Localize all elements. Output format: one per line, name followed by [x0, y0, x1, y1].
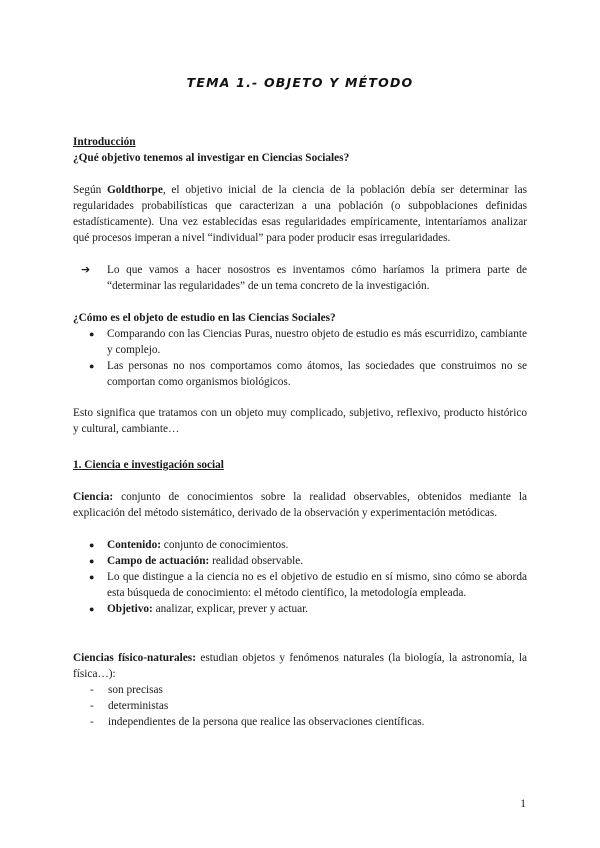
bullet-icon: ● [89, 540, 95, 550]
intro-text-pre: Según [73, 184, 107, 196]
intro-section [73, 134, 527, 166]
page-number: 1 [520, 798, 526, 810]
section1-heading: 1. Ciencia e investigación social [73, 459, 224, 471]
arrow-note-text: Lo que vamos a hacer nosostros es inventamos cómo haríamos la primera parte de “determinar las regularidades” de un tema concreto de la investigación. [107, 264, 527, 292]
intro-text-post: , el objetivo inicial de la ciencia de la población debía ser determinar las regularidades probabilísticas que caracterizan a una población (o subpoblaciones definidas estadísticamente). Una vez establecidas esas regularidades empíricamente, intentaríamos analizar qué procesos imperan a nivel “individual” para poder producir esas irregularidades. [73, 184, 527, 244]
arrow-note [81, 262, 527, 294]
summary-text: Esto significa que tratamos con un objeto muy complicado, subjetivo, reflexivo, producto histórico y cultural, cambiante… [73, 407, 527, 435]
item-term: Contenido: [107, 539, 161, 551]
item-text: Lo que distingue a la ciencia no es el objetivo de estudio en sí mismo, sino cómo se aborda esta búsqueda de conocimiento: el método científico, la metodología empleada. [107, 571, 527, 599]
list-item [73, 326, 527, 358]
natural-text: estudian objetos y fenómenos naturales (la biología, la astronomía, la física…): [73, 652, 527, 680]
item-term: Objetivo: [107, 603, 153, 615]
definition-text: conjunto de conocimientos sobre la realidad observables, obtenidos mediante la explicación del método sistemático, derivado de la observación y experimentación metódicas. [73, 491, 527, 519]
bullet-icon: ● [89, 556, 95, 566]
object-section [73, 310, 527, 390]
arrow-right-icon: ➔ [81, 263, 91, 276]
dash-item-text: son precisas [108, 684, 163, 696]
list-item [73, 601, 527, 617]
dash-item-text: deterministas [108, 700, 169, 712]
page-title: TEMA 1.- OBJETO Y MÉTODO [186, 75, 414, 90]
list-item [73, 358, 527, 390]
intro-question: ¿Qué objetivo tenemos al investigar en Ciencias Sociales? [73, 152, 350, 164]
dash-marker: - [90, 716, 94, 728]
bullet-text: Las personas no nos comportamos como átomos, las sociedades que construimos no se comportan como organismos biológicos. [107, 360, 527, 388]
intro-paragraph [73, 182, 527, 246]
item-text: conjunto de conocimientos. [160, 539, 289, 551]
list-item [73, 569, 527, 601]
object-summary [73, 405, 527, 437]
dash-marker: - [90, 700, 94, 712]
definition-term: Ciencia: [73, 491, 114, 503]
list-item [73, 714, 527, 730]
bullet-icon: ● [89, 572, 95, 582]
list-item [73, 698, 527, 714]
bullet-text: Comparando con las Ciencias Puras, nuestro objeto de estudio es más escurridizo, cambiante y complejo. [107, 328, 527, 356]
section1-heading-block [73, 457, 527, 473]
features-list [73, 537, 527, 617]
science-features [73, 537, 527, 617]
list-item [73, 553, 527, 569]
item-term: Campo de actuación: [107, 555, 210, 567]
list-item [73, 537, 527, 553]
bullet-icon: ● [89, 604, 95, 614]
natural-sciences [73, 650, 527, 730]
list-item [73, 682, 527, 698]
author-name: Goldthorpe [106, 184, 163, 196]
intro-heading: Introducción [73, 136, 136, 148]
object-bullet-list [73, 326, 527, 390]
dash-item-text: independientes de la persona que realice las observaciones científicas. [108, 716, 425, 728]
item-text: realidad observable. [209, 555, 304, 567]
object-question: ¿Cómo es el objeto de estudio en las Ciencias Sociales? [73, 312, 336, 324]
natural-term: Ciencias físico-naturales: [73, 652, 196, 664]
science-definition [73, 489, 527, 521]
natural-dash-list [73, 682, 527, 730]
bullet-icon: ● [89, 329, 95, 339]
dash-marker: - [90, 684, 94, 696]
item-text: analizar, explicar, prever y actuar. [152, 603, 309, 615]
bullet-icon: ● [89, 361, 95, 371]
